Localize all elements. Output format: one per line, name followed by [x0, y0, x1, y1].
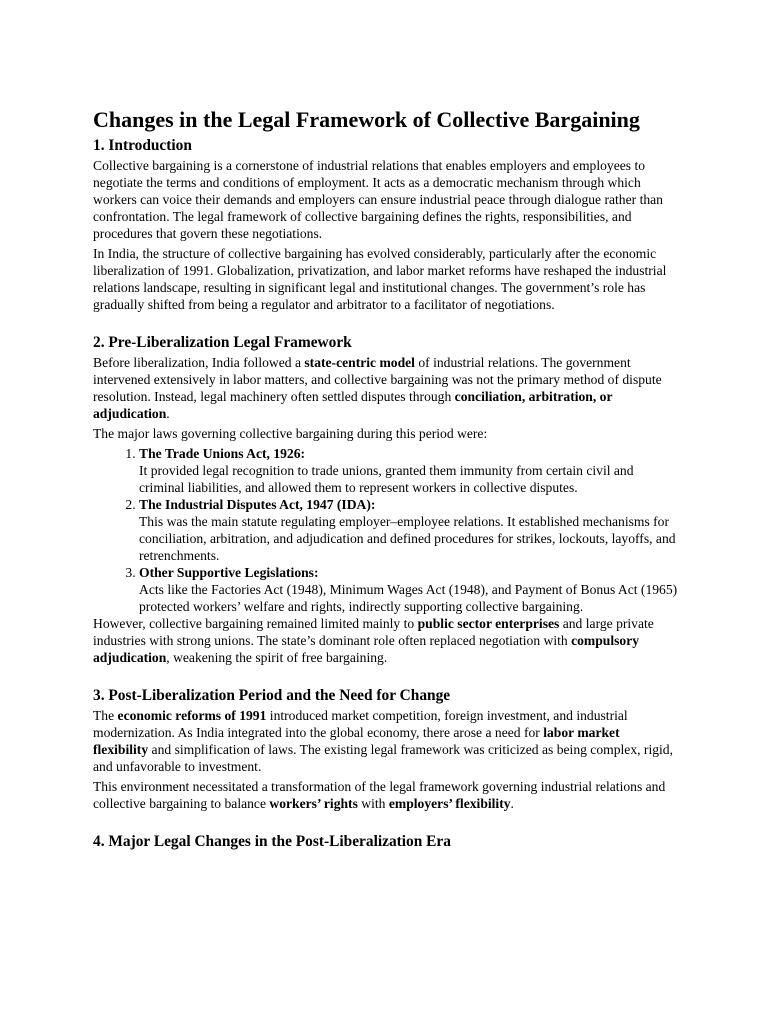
paragraph: Collective bargaining is a cornerstone of industrial relations that enables employers and employees to negotiate the terms and conditions of employment. It acts as a democratic mechanism through which workers can voice their demands and employers can ensure industrial peace through dialogue rather than confrontation. The legal framework of collective bargaining defines the rights, responsibilities, and procedures that govern these negotiations. — [93, 158, 663, 241]
list-item — [139, 496, 678, 564]
paragraph: Before liberalization, India followed a state-centric model of industrial relations. The government intervened extensively in labor matters, and collective bargaining was not the primary method of dispute resolution. Instead, legal machinery often settled disputes through conciliation, arbitration, or adjudication. — [93, 355, 662, 421]
document-page — [93, 106, 678, 853]
list-item-desc: It provided legal recognition to trade unions, granted them immunity from certain civil and criminal liabilities, and allowed them to represent workers in collective disputes. — [139, 463, 634, 495]
list-item-title: 3. Other Supportive Legislations: — [139, 565, 319, 580]
paragraph: The economic reforms of 1991 introduced market competition, foreign investment, and industrial modernization. As India integrated into the global economy, there arose a need for labor market flexibility and simplification of laws. The existing legal framework was criticized as being complex, rigid, and unfavorable to investment. — [93, 708, 673, 774]
section-heading-introduction: 1. Introduction — [93, 137, 192, 154]
list-item — [139, 445, 678, 496]
section-heading-post-liberalization: 3. Post-Liberalization Period and the Need for Change — [93, 687, 451, 704]
list-item-title: 1. The Trade Unions Act, 1926: — [139, 446, 306, 461]
section-heading-pre-liberalization: 2. Pre-Liberalization Legal Framework — [93, 334, 352, 351]
paragraph: This environment necessitated a transformation of the legal framework governing industrial relations and collective bargaining to balance workers’ rights with employers’ flexibility. — [93, 779, 666, 811]
document-title: Changes in the Legal Framework of Collective Bargaining — [93, 107, 640, 132]
list-item-desc: This was the main statute regulating employer–employee relations. It established mechanisms for conciliation, arbitration, and adjudication and defined procedures for strikes, lockouts, layoffs, and retrenchments. — [139, 514, 676, 563]
paragraph: However, collective bargaining remained limited mainly to public sector enterprises and large private industries with strong unions. The state’s dominant role often replaced negotiation with compulsory adjudication, weakening the spirit of free bargaining. — [93, 616, 654, 665]
paragraph: In India, the structure of collective bargaining has evolved considerably, particularly after the economic liberalization of 1991. Globalization, privatization, and labor market reforms have reshaped the industrial relations landscape, resulting in significant legal and institutional changes. The government’s role has gradually shifted from being a regulator and arbitrator to a facilitator of negotiations. — [93, 246, 667, 312]
list-item-title: 2. The Industrial Disputes Act, 1947 (IDA): — [139, 497, 376, 512]
section-heading-major-legal-changes: 4. Major Legal Changes in the Post-Liberalization Era — [93, 833, 451, 850]
law-list — [93, 445, 678, 615]
paragraph: The major laws governing collective bargaining during this period were: — [93, 426, 488, 441]
list-item-desc: Acts like the Factories Act (1948), Minimum Wages Act (1948), and Payment of Bonus Act (1965) protected workers’ welfare and rights, indirectly supporting collective bargaining. — [139, 582, 678, 614]
list-item — [139, 564, 678, 615]
